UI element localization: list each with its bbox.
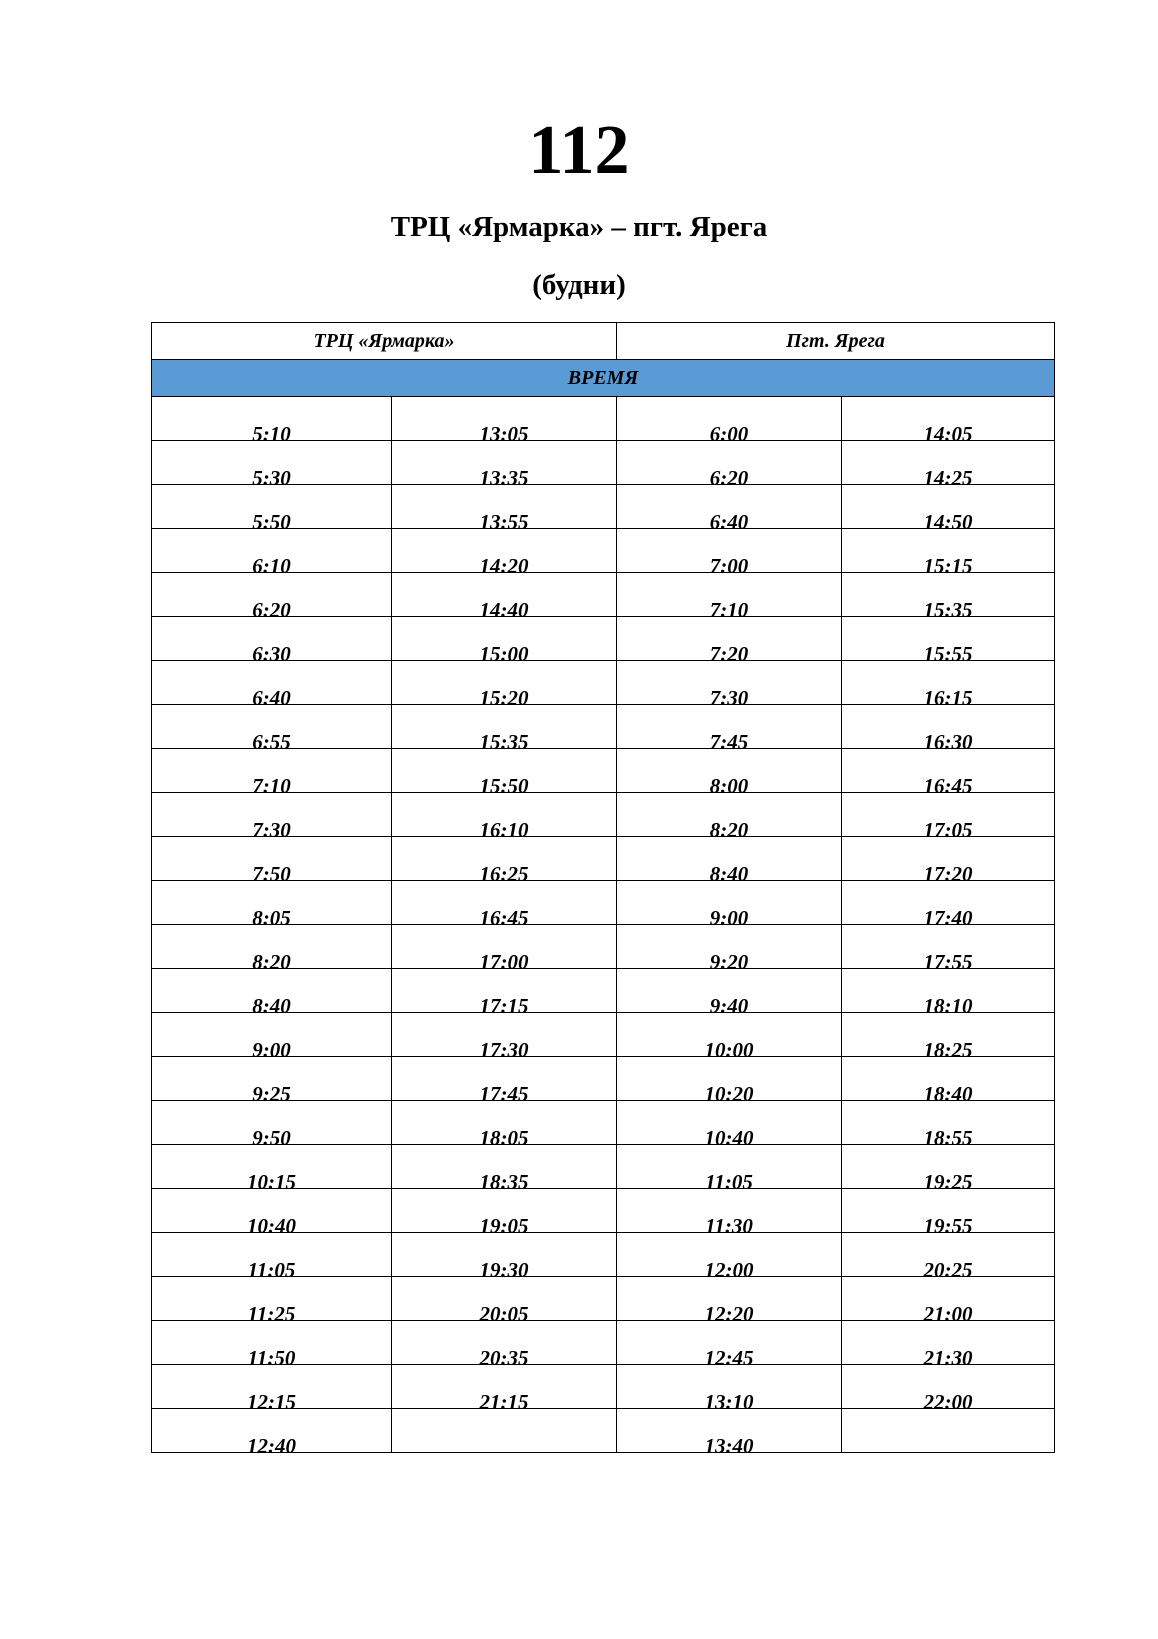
time-cell (842, 793, 1055, 842)
table-row (152, 485, 1055, 529)
time-value: 6:20 (709, 466, 749, 490)
time-cell (617, 1233, 842, 1282)
time-cell (152, 1101, 392, 1150)
time-cell (842, 881, 1055, 930)
time-header-row (152, 360, 1055, 397)
time-cell (842, 705, 1055, 754)
time-value: 16:30 (923, 730, 973, 754)
time-cell (392, 705, 617, 754)
time-value: 9:20 (709, 950, 749, 974)
time-cell (392, 1189, 617, 1238)
time-cell (617, 485, 842, 534)
stops-header-row (152, 323, 1055, 360)
time-value: 18:25 (923, 1038, 973, 1062)
time-cell (392, 397, 617, 446)
time-cell (392, 969, 617, 1018)
time-cell (152, 837, 392, 886)
time-value: 13:55 (479, 510, 529, 534)
time-cell (392, 485, 617, 534)
time-value: 12:45 (704, 1346, 754, 1370)
time-value: 7:10 (252, 774, 291, 798)
time-value: 12:40 (247, 1434, 296, 1458)
day-type: (будни) (532, 269, 626, 301)
time-cell (152, 1145, 392, 1194)
time-value: 8:00 (709, 774, 749, 798)
time-cell (617, 617, 842, 666)
table-row (152, 441, 1055, 485)
time-value: 14:25 (923, 466, 973, 490)
time-header: ВРЕМЯ (152, 360, 1055, 397)
time-value: 9:00 (252, 1038, 291, 1062)
time-cell (152, 1321, 392, 1370)
time-value: 7:00 (709, 554, 749, 578)
time-cell (152, 881, 392, 930)
time-value: 10:40 (704, 1126, 754, 1150)
time-value: 16:15 (923, 686, 973, 710)
time-value: 18:55 (923, 1126, 973, 1150)
table-row (152, 925, 1055, 969)
time-cell (617, 573, 842, 622)
time-value: 11:50 (247, 1346, 296, 1370)
time-value: 16:25 (479, 862, 529, 886)
time-cell (617, 705, 842, 754)
time-cell (617, 397, 842, 446)
time-value: 15:15 (923, 554, 973, 578)
table-row (152, 661, 1055, 705)
time-value: 15:55 (923, 642, 973, 666)
time-cell (392, 881, 617, 930)
table-row (152, 1233, 1055, 1277)
stop-header-yarega: Пгт. Ярега (617, 323, 1055, 360)
time-value: 8:40 (709, 862, 749, 886)
time-cell (617, 1277, 842, 1326)
time-value: 6:10 (252, 554, 291, 578)
time-cell (392, 529, 617, 578)
time-value: 8:05 (252, 906, 291, 930)
time-value: 15:20 (479, 686, 529, 710)
time-value: 5:10 (252, 422, 291, 446)
time-value: 17:15 (479, 994, 529, 1018)
time-value: 6:00 (709, 422, 749, 446)
time-cell (842, 661, 1055, 710)
time-cell (392, 1365, 617, 1414)
time-cell (617, 1057, 842, 1106)
time-value: 6:40 (252, 686, 291, 710)
time-value: 9:25 (252, 1082, 291, 1106)
time-cell (842, 837, 1055, 886)
route-number: 112 (528, 112, 630, 189)
time-cell (842, 441, 1055, 490)
time-value: 16:45 (479, 906, 529, 930)
time-value: 11:05 (705, 1170, 753, 1194)
time-cell (392, 925, 617, 974)
time-value: 5:50 (252, 510, 291, 534)
time-cell (152, 661, 392, 710)
time-value: 7:50 (252, 862, 291, 886)
table-row (152, 1321, 1055, 1365)
time-value: 19:05 (479, 1214, 529, 1238)
time-cell (152, 1233, 392, 1282)
table-row (152, 1013, 1055, 1057)
time-cell (617, 1145, 842, 1194)
time-cell (392, 1409, 617, 1453)
time-cell (392, 1145, 617, 1194)
time-value: 17:30 (479, 1038, 529, 1062)
time-cell (617, 1013, 842, 1062)
time-value: 13:10 (704, 1390, 754, 1414)
time-value: 10:40 (247, 1214, 296, 1238)
table-row (152, 969, 1055, 1013)
table-row (152, 529, 1055, 573)
time-cell (617, 749, 842, 798)
time-value: 11:25 (247, 1302, 296, 1326)
time-cell (152, 485, 392, 534)
table-row (152, 793, 1055, 837)
time-value: 6:40 (709, 510, 749, 534)
time-cell (617, 969, 842, 1018)
time-value: 9:00 (709, 906, 749, 930)
time-value: 13:35 (479, 466, 529, 490)
time-value: 20:05 (479, 1302, 529, 1326)
time-value: 14:40 (479, 598, 529, 622)
time-value: 21:00 (923, 1302, 973, 1326)
time-cell (617, 881, 842, 930)
time-cell (152, 617, 392, 666)
time-cell (842, 529, 1055, 578)
time-value: 7:10 (709, 598, 749, 622)
time-value: 6:55 (252, 730, 291, 754)
time-cell (392, 573, 617, 622)
time-value: 21:15 (479, 1390, 529, 1414)
time-value: 6:30 (252, 642, 291, 666)
time-cell (152, 705, 392, 754)
time-cell (152, 1057, 392, 1106)
time-value: 18:35 (479, 1170, 529, 1194)
time-value: 16:10 (479, 818, 529, 842)
time-value: 5:30 (252, 466, 291, 490)
time-value: 11:30 (705, 1214, 753, 1238)
time-value: 14:20 (479, 554, 529, 578)
time-cell (152, 1365, 392, 1414)
time-value: 17:05 (923, 818, 973, 842)
time-cell (152, 573, 392, 622)
time-value: 8:40 (252, 994, 291, 1018)
time-value: 19:30 (479, 1258, 529, 1282)
table-row (152, 1277, 1055, 1321)
time-value: 22:00 (923, 1390, 973, 1414)
time-value: 13:40 (704, 1434, 754, 1458)
time-cell (842, 1189, 1055, 1238)
time-cell (152, 1013, 392, 1062)
table-row (152, 1409, 1055, 1453)
table-row (152, 1057, 1055, 1101)
table-row (152, 1189, 1055, 1233)
time-value: 15:35 (923, 598, 973, 622)
table-row (152, 1365, 1055, 1409)
time-value: 14:05 (923, 422, 973, 446)
time-cell (842, 1101, 1055, 1150)
time-cell (392, 1101, 617, 1150)
time-cell (392, 1277, 617, 1326)
time-value: 15:50 (479, 774, 529, 798)
time-value: 7:20 (709, 642, 749, 666)
time-value: 20:35 (479, 1346, 529, 1370)
time-cell (392, 749, 617, 798)
time-value: 17:00 (479, 950, 529, 974)
time-value: 17:45 (479, 1082, 529, 1106)
time-value: 20:25 (923, 1258, 973, 1282)
time-cell (152, 441, 392, 490)
schedule-table (151, 322, 1055, 1458)
time-cell (152, 1189, 392, 1238)
time-cell (392, 1233, 617, 1282)
time-cell (617, 441, 842, 490)
time-value: 10:00 (704, 1038, 754, 1062)
time-cell (617, 925, 842, 974)
time-cell (152, 925, 392, 974)
time-value: 19:25 (923, 1170, 973, 1194)
time-value: 10:15 (247, 1170, 296, 1194)
table-row (152, 705, 1055, 749)
time-cell (617, 1409, 842, 1458)
time-cell (842, 1233, 1055, 1282)
time-cell (842, 1013, 1055, 1062)
time-cell (392, 793, 617, 842)
time-cell (152, 397, 392, 446)
time-value: 8:20 (709, 818, 749, 842)
time-cell (842, 617, 1055, 666)
table-row (152, 881, 1055, 925)
time-value: 7:30 (709, 686, 749, 710)
time-cell (152, 749, 392, 798)
time-cell (392, 1057, 617, 1106)
time-value: 18:10 (923, 994, 973, 1018)
time-cell (842, 1321, 1055, 1370)
time-cell (392, 441, 617, 490)
time-value: 19:55 (923, 1214, 973, 1238)
time-value: 13:05 (479, 422, 529, 446)
time-value: 17:55 (923, 950, 973, 974)
time-value: 15:35 (479, 730, 529, 754)
time-value: 9:50 (252, 1126, 291, 1150)
time-cell (842, 485, 1055, 534)
table-row (152, 749, 1055, 793)
time-cell (152, 1277, 392, 1326)
time-cell (842, 1145, 1055, 1194)
time-cell (392, 837, 617, 886)
table-row (152, 397, 1055, 441)
time-value: 9:40 (709, 994, 749, 1018)
table-row (152, 1101, 1055, 1145)
time-value: 12:20 (704, 1302, 754, 1326)
time-cell (617, 837, 842, 886)
time-cell (617, 793, 842, 842)
time-cell (617, 1189, 842, 1238)
time-value: 6:20 (252, 598, 291, 622)
time-value: 14:50 (923, 510, 973, 534)
time-value: 12:15 (247, 1390, 296, 1414)
time-cell (617, 1321, 842, 1370)
time-cell (842, 1409, 1055, 1453)
time-cell (842, 573, 1055, 622)
time-cell (617, 529, 842, 578)
stop-header-trc-yarmarka: ТРЦ «Ярмарка» (152, 323, 617, 360)
time-value: 18:05 (479, 1126, 529, 1150)
time-cell (617, 661, 842, 710)
time-cell (842, 749, 1055, 798)
time-cell (842, 969, 1055, 1018)
time-value: 12:00 (704, 1258, 754, 1282)
time-cell (152, 969, 392, 1018)
time-cell (152, 529, 392, 578)
time-value: 7:30 (252, 818, 291, 842)
table-row (152, 1145, 1055, 1189)
time-cell (842, 925, 1055, 974)
table-row (152, 617, 1055, 661)
time-cell (392, 1013, 617, 1062)
time-cell (617, 1101, 842, 1150)
time-cell (152, 793, 392, 842)
schedule-body (152, 323, 1055, 1458)
time-cell (392, 661, 617, 710)
route-name: ТРЦ «Ярмарка» – пгт. Ярега (390, 211, 768, 243)
time-value: 18:40 (923, 1082, 973, 1106)
time-value: 7:45 (709, 730, 749, 754)
time-value: 17:40 (923, 906, 973, 930)
time-value: 11:05 (247, 1258, 296, 1282)
time-value: 17:20 (923, 862, 973, 886)
time-value: 21:30 (923, 1346, 973, 1370)
time-value: 16:45 (923, 774, 973, 798)
time-cell (842, 1057, 1055, 1106)
time-value: 15:00 (479, 642, 529, 666)
time-cell (392, 617, 617, 666)
time-cell (842, 1277, 1055, 1326)
time-value: 10:20 (704, 1082, 754, 1106)
table-row (152, 573, 1055, 617)
time-cell (617, 1365, 842, 1414)
time-cell (842, 1365, 1055, 1414)
table-row (152, 837, 1055, 881)
time-cell (842, 397, 1055, 446)
time-cell (392, 1321, 617, 1370)
time-cell (152, 1409, 392, 1458)
time-value: 8:20 (252, 950, 291, 974)
